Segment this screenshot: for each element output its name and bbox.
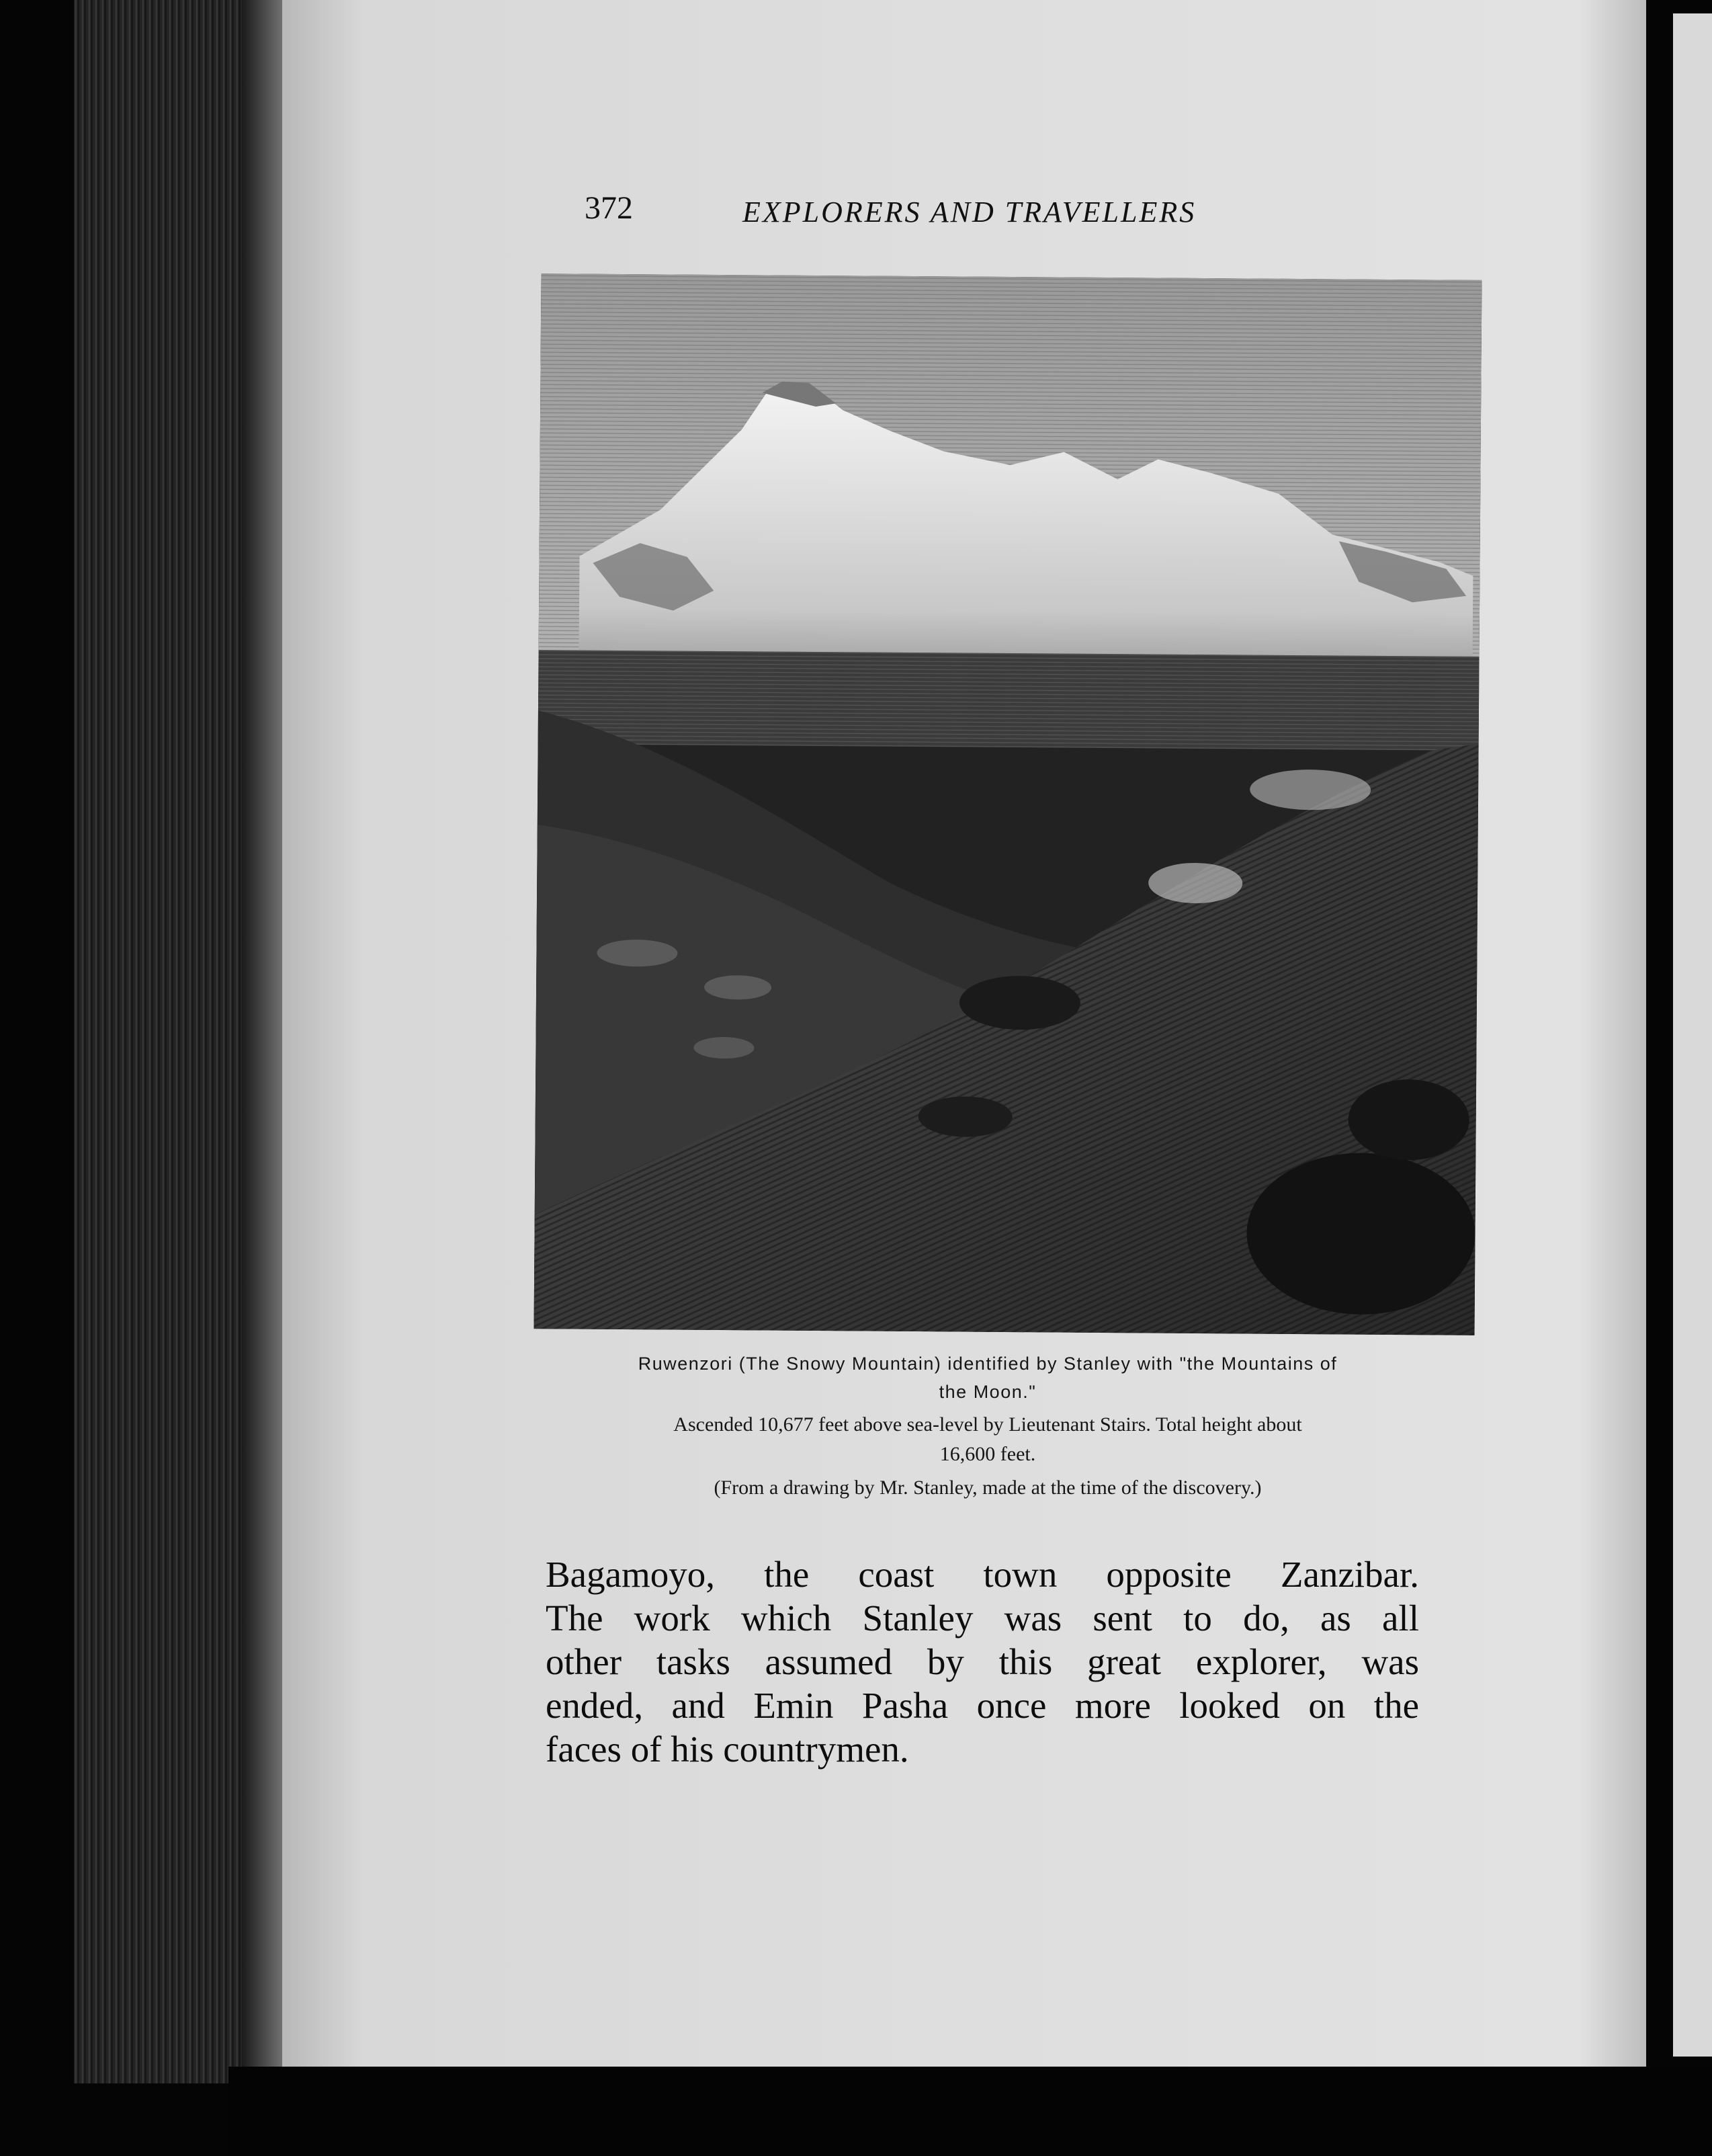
caption-detail [544, 1410, 1431, 1469]
caption-title-line: the Moon." [939, 1382, 1037, 1402]
frame-divider [1646, 0, 1673, 2067]
engraving-illustration [534, 274, 1482, 1335]
caption-source: (From a drawing by Mr. Stanley, made at the time of the discovery.) [714, 1477, 1262, 1499]
body-line: faces of his countrymen. [546, 1729, 909, 1770]
figure-caption [544, 1350, 1431, 1503]
ruwenzori-engraving [534, 274, 1482, 1335]
body-line: other tasks assumed by this great explorer, was [546, 1641, 1419, 1682]
body-paragraph [546, 1552, 1419, 1771]
next-page-edge [1673, 13, 1712, 2057]
caption-detail-line: Ascended 10,677 feet above sea-level by Lieutenant Stairs. Total height about [673, 1413, 1302, 1436]
caption-detail-line: 16,600 feet. [939, 1443, 1036, 1465]
body-line: Bagamoyo, the coast town opposite Zanzibar. [546, 1554, 1419, 1595]
caption-title-line: Ruwenzori (The Snowy Mountain) identified by Stanley with "the Mountains of [638, 1354, 1338, 1374]
body-line: The work which Stanley was sent to do, as all [546, 1598, 1419, 1639]
body-line: ended, and Emin Pasha once more looked on the [546, 1685, 1419, 1726]
running-head [585, 190, 1310, 250]
running-title: EXPLORERS AND TRAVELLERS [742, 196, 1197, 229]
caption-title [544, 1350, 1431, 1406]
frame-bottom [228, 2067, 1712, 2156]
page-number: 372 [585, 190, 633, 226]
